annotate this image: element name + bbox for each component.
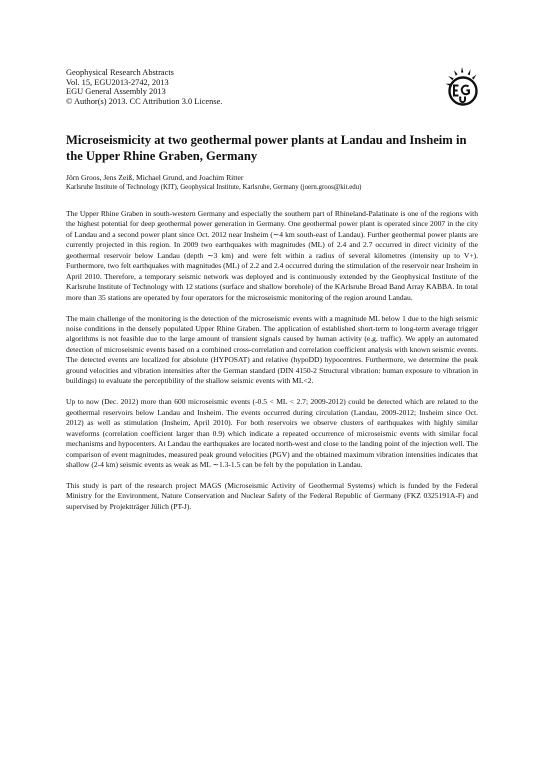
journal-name: Geophysical Research Abstracts: [66, 68, 174, 77]
author-list: Jörn Groos, Jens Zeiß, Michael Grund, and Joachim Ritter: [66, 173, 244, 182]
author-affiliation: Karlsruhe Institute of Technology (KIT), Geophysical Institute, Karlsruhe, Germany (joern.groos@kit.edu): [66, 184, 362, 191]
copyright-notice: © Author(s) 2013. CC Attribution 3.0 License.: [66, 96, 223, 106]
abstract-body: [66, 209, 478, 523]
volume-info: Vol. 15, EGU2013-2742, 2013: [66, 77, 169, 87]
abstract-paragraph: The Upper Rhine Graben in south-western Germany and especially the southern part of Rhineland-Palatinate is one of the regions with the highest potential for deep geothermal power generation in Germany. One geothermal power plant is operated since 2007 in the city of Landau and a second power plant since Oct. 2012 near Insheim (∼4 km south-east of Landau). Further geothermal power plants are currently projected in this region. In 2009 two earthquakes with magnitudes (ML) of 2.4 and 2.7 occurred in direct vicinity of the geothermal reservoir below Landau (depth ∼3 km) and were felt within a radius of several kilometres (intensity up to V+). Furthermore, two felt earthquakes with magnitudes (ML) of 2.2 and 2.4 occurred during the stimulation of the reservoir near Insheim in April 2010. Therefore, a temporary seismic network was deployed and is continuously extended by the Geophysical Institute of the Karlsruhe Institute of Technology with 12 stations (surface and shallow borehole) of the KArlsruhe Broad Band Array KABBA. In total more than 35 stations are operated by four operators for the microseismic monitoring of the region around Landau.: [66, 209, 478, 302]
abstract-paragraph: The main challenge of the monitoring is the detection of the microseismic events with a magnitude ML below 1 due to the high seismic noise conditions in the densely populated Upper Rhine Graben. The application of established short-term to long-term average trigger algorithms is not feasible due to the large amount of transient signals caused by human activity (e.g. traffic). We apply an automated detection of microseismic events based on a combined cross-correlation and correlation coefficient analysis with known seismic events. The detected events are localized for absolute (HYPOSAT) and relative (hypoDD) hypocentres. Furthermore, we determine the peak ground velocities and vibration intensities after the German standard (DIN 4150-2 Structural vibration: human exposure to vibration in buildings) to evaluate the perceptibility of the shallow seismic events with ML<2.: [66, 313, 478, 386]
abstract-paragraph: This study is part of the research project MAGS (Microseismic Activity of Geothermal Systems) which is funded by the Federal Ministry for the Environment, Nature Conservation and Nuclear Safety of the Federal Republic of Germany (FKZ 0325191A-F) and supervised by Projektträger Jülich (PT-J).: [66, 480, 478, 511]
publication-header: [66, 68, 222, 106]
abstract-paragraph: Up to now (Dec. 2012) more than 600 microseismic events (-0.5 < ML < 2.7; 2009-2012) could be detected which are related to the geothermal reservoirs below Landau and Insheim. The events occurred during circulation (Landau, 2009-2012; Insheim since Oct. 2012) as well as stimulation (Insheim, April 2010). For both reservoirs we observe clusters of earthquakes with highly similar waveforms (correlation coefficient larger than 0.9) which indicate a repeated occurrence of microseismic events with similar focal mechanisms and hypocenters. At Landau the earthquakes are located north-west and close to the landing point of the injection well. The comparison of event magnitudes, measured peak ground velocities (PGV) and the obtained maximum vibration intensities indicates that shallow (2-4 km) seismic events as weak as ML ∼1.3-1.5 can be felt by the population in Landau.: [66, 397, 478, 469]
paper-title: Microseismicity at two geothermal power plants at Landau and Insheim in the Upper Rhine Graben, Germany: [66, 133, 467, 163]
assembly-info: EGU General Assembly 2013: [66, 87, 166, 97]
egu-logo-icon: [443, 66, 481, 110]
